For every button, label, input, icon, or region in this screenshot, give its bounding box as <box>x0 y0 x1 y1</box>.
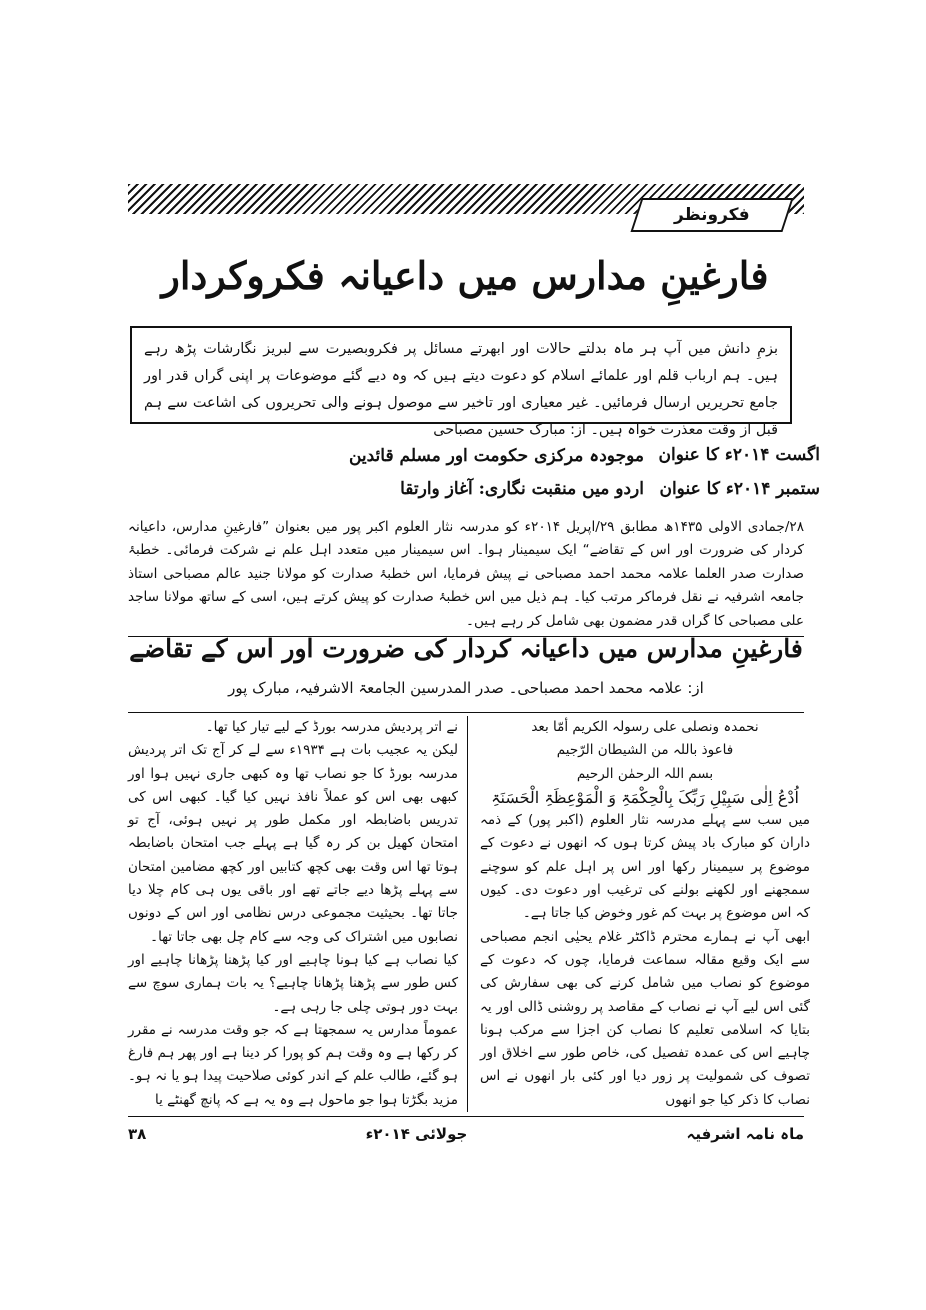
body-paragraph: نے اتر پردیش مدرسہ بورڈ کے لیے تیار کیا تھا۔ <box>205 719 458 735</box>
column-divider <box>467 716 468 1112</box>
opening-line: نحمدہ ونصلی علی رسولہ الکریم أمّا بعد <box>531 719 759 735</box>
opening-line: بسم اللہ الرحمٰن الرحیم <box>576 765 714 782</box>
article-byline: از: علامہ محمد احمد مصباحی۔ صدر المدرسین الجامعۃ الاشرفیہ، مبارک پور <box>228 679 704 697</box>
body-paragraph: کیا نصاب ہے کیا ہونا چاہیے اور کیا پڑھنا پڑھانا چاہیے اور کس طور سے پڑھنا پڑھانا چاہیے؟ یہ بات ہماری سوچ سے بہت دور ہوتی چلی جا رہی ہے۔ <box>128 951 458 1015</box>
topic-row <box>300 472 820 506</box>
article-title: فارغینِ مدارس میں داعیانہ کردار کی ضرورت اور اس کے تقاضے <box>129 634 803 663</box>
topic-title: موجودہ مرکزی حکومت اور مسلم قائدین <box>348 445 644 466</box>
body-paragraph: ابھی آپ نے ہمارے محترم ڈاکٹر غلام یحیٰی انجم مصباحی سے ایک وقیع مقالہ سماعت فرمایا، چوں کہ دعوت کے موضوع کو نصاب میں شامل کرنے کی بھی سفارش کی گئی اس لیے آپ نے نصاب کے مقاصد پر روشنی ڈالی اور یہ بتایا کہ اسلامی تعلیم کا نصاب کن اجزا سے مرکب ہونا چاہیے اس کی عمدہ تفصیل کی، خاص طور سے اخلاق اور تصوف کی شمولیت پر زور دیا اور کئی بار انھوں نے اس نصاب کا ذکر کیا جو انھوں <box>480 928 810 1108</box>
topic-month-label: اگست ۲۰۱۴ء کا عنوان <box>658 445 820 465</box>
intro-paragraph: ۲۸/جمادی الاولی ۱۴۳۵ھ مطابق ۲۹/اپریل ۲۰۱۴ء کو مدرسہ نثار العلوم اکبر پور میں بعنوان ”فارغینِ مدارس، داعیانہ کردار کی ضرورت اور اس کے تقاضے“ ایک سیمینار ہوا۔ اس سیمینار میں متعدد اہل علم نے شرکت فرمائی۔ خطبۂ صدارت صدر العلما علامہ محمد احمد مصباحی نے پیش فرمایا، اس خطبۂ صدارت کو مولانا جنید عالم مصباحی استاذ جامعہ اشرفیہ نے نقل فرماکر مرتب کیا۔ ہم ذیل میں اس خطبۂ صدارت کو پیش کرتے ہیں، اسی کے ساتھ مولانا ساجد علی مصباحی کا گراں قدر مضمون بھی شامل کر رہے ہیں۔ <box>128 516 804 637</box>
opening-line: فاعوذ باللہ من الشیطان الرّجیم <box>556 742 734 759</box>
divider <box>128 712 804 713</box>
magazine-name: ماہ نامہ اشرفیہ <box>686 1125 804 1143</box>
column-right <box>480 716 810 1112</box>
issue-date: جولائی ۲۰۱۴ء <box>365 1125 468 1143</box>
topic-month-label: ستمبر ۲۰۱۴ء کا عنوان <box>659 479 820 499</box>
page-number: ۳۸ <box>128 1125 147 1143</box>
quran-verse: اُدْعُ اِلٰی سَبِیْلِ رَبِّکَ بِالْحِکْمَۃِ وَ الْمَوْعِظَۃِ الْحَسَنَۃِ <box>491 787 799 807</box>
call-for-papers-text: بزمِ دانش میں آپ ہر ماہ بدلتے حالات اور ابھرتے مسائل پر فکروبصیرت سے لبریز نگارشات پڑھ رہے ہیں۔ ہم ارباب قلم اور علمائے اسلام کو دعوت دیتے ہیں کہ وہ دیے گئے موضوعات پر اپنی گراں قدر اور جامع تحریریں ارسال فرمائیں۔ غیر معیاری اور تاخیر سے موصول ہونے والی تحریروں کی اشاعت سے ہم قبل از وقت معذرت خواہ ہیں۔ از: مبارک حسین مصباحی <box>144 341 778 438</box>
footer-divider <box>128 1116 804 1117</box>
topic-row <box>300 438 820 472</box>
body-paragraph: لیکن یہ عجیب بات ہے ۱۹۳۴ء سے لے کر آج تک اتر پردیش مدرسہ بورڈ کا جو نصاب تھا وہ کبھی جاری نہیں ہوا اور کبھی بھی اس کو عملاً نافذ نہیں کیا گیا۔ کبھی اس کی تدریس باضابطہ اور مکمل طور پر نہیں ہوئی، آج تو امتحان کھیل بن کر رہ گیا ہے پہلے جب امتحان باضابطہ ہوتا تھا اس وقت بھی کچھ کتابیں اور کچھ مضامین امتحان سے پہلے پڑھا دیے جاتے تھے اور باقی یوں ہی کام چلا دیا جاتا تھا۔ بحیثیت مجموعی درس نظامی اور اس کے دونوں نصابوں میں اشتراک کی وجہ سے کام چل بھی جاتا تھا۔ <box>128 742 458 945</box>
body-paragraph: میں سب سے پہلے مدرسہ نثار العلوم (اکبر پور) کے ذمہ داران کو مبارک باد پیش کرتا ہوں کہ انھوں نے دعوت کے موضوع پر سیمینار رکھا اور اس پر اہل علم کو سوچنے سمجھنے اور لکھنے بولنے کی ترغیب اور دعوت دی۔ کیوں کہ اس موضوع پر بہت کم غور وخوض کیا جاتا ہے۔ <box>480 812 810 922</box>
section-tag-label: فکرونظر <box>674 205 750 225</box>
body-paragraph: عموماً مدارس یہ سمجھتا ہے کہ جو وقت مدرسہ نے مقرر کر رکھا ہے وہ وقت ہم کو پورا کر دینا ہے اور پھر ہم فارغ ہو گئے، طالب علم کے اندر کوئی صلاحیت پیدا ہو یا نہ ہو۔ مزید بگڑتا ہوا جو ماحول ہے وہ یہ ہے کہ پانچ گھنٹے یا <box>128 1021 458 1108</box>
topics-list <box>300 438 820 506</box>
column-left <box>128 716 458 1112</box>
call-for-papers-box <box>130 326 792 438</box>
topic-title: اردو میں منقبت نگاری: آغاز وارتقا <box>400 479 644 499</box>
page-footer <box>128 1120 804 1148</box>
section-tag <box>630 198 793 232</box>
page-title: فارغینِ مدارس میں داعیانہ فکروکردار <box>161 253 769 298</box>
